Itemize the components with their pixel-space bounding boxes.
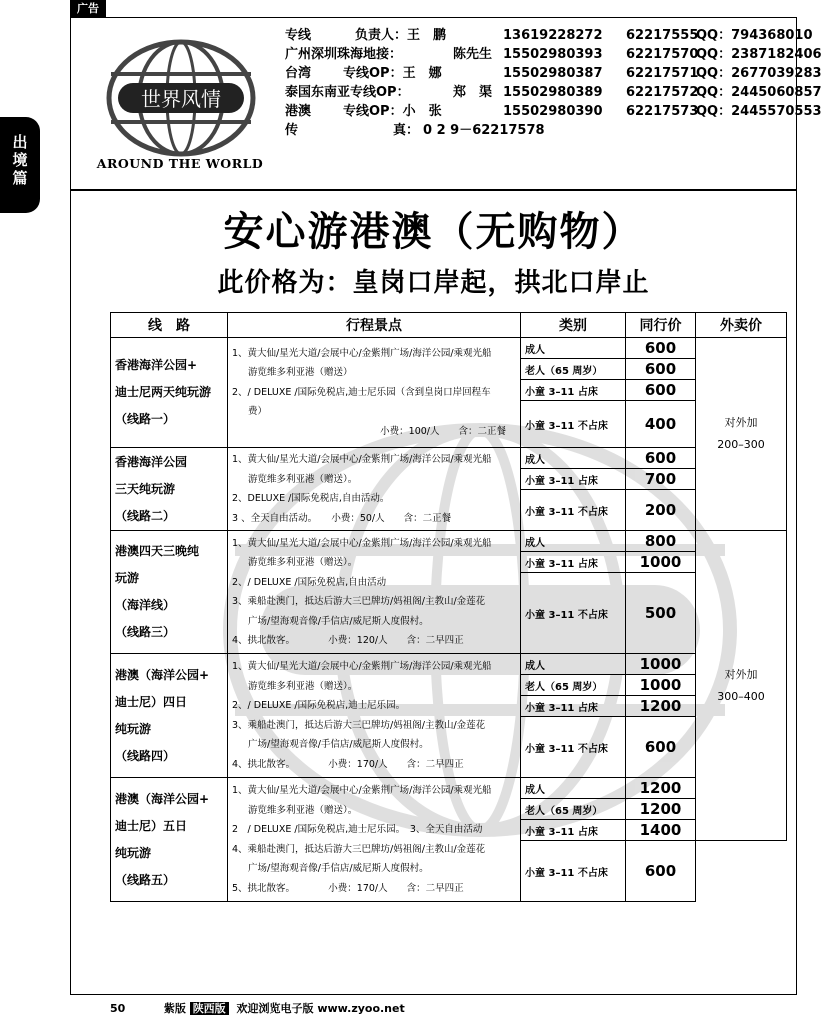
retail-price [696, 531, 787, 841]
contact-role: 郑 渠 [453, 85, 493, 100]
route-name-line: （线路四） [115, 748, 176, 763]
itinerary [228, 778, 521, 902]
logo-en-text: AROUND THE WORLD [96, 156, 264, 171]
contact-phone: 15502980393 [503, 47, 603, 62]
contact-label: 专线 [285, 28, 312, 43]
page-footer [110, 1000, 405, 1016]
route-name-line: 港澳四天三晚纯 [115, 544, 200, 558]
contact-label: 泰国东南亚专线OP： [285, 85, 410, 100]
retail-price [696, 338, 787, 531]
trade-price: 1200 [626, 778, 696, 799]
itinerary-line: 3 、全天自由活动。 小费：50/人 含：二正餐 [232, 512, 452, 524]
itinerary [228, 531, 521, 654]
contact-row [285, 45, 822, 64]
itinerary-line: 1、黄大仙/星光大道/会展中心/金紫荆广场/海洋公园/乘观光船 [232, 454, 492, 465]
col-header-itinerary: 行程景点 [228, 313, 521, 338]
section-tab-char: 境 [12, 151, 28, 169]
itinerary [228, 338, 521, 448]
contact-row [285, 26, 822, 45]
table-row [111, 654, 787, 675]
contact-label: 广州深圳珠海地接： [285, 47, 403, 62]
section-tab [0, 117, 40, 213]
edition-label: 紫版 [163, 1002, 186, 1015]
price-category: 小童 3–11 占床 [521, 469, 626, 490]
contact-phone: 15502980390 [503, 104, 603, 119]
contact-tel: 62217573 [626, 104, 699, 119]
itinerary-line: 游览维多利亚港（赠送）。 [248, 557, 358, 568]
itinerary-line: 费） [248, 406, 268, 418]
trade-price: 600 [626, 841, 696, 902]
route-name-line: 香港海洋公园+ [115, 358, 198, 372]
itinerary-line: 5、拱北散客。 小费：170/人 含：二早四正 [232, 882, 464, 894]
trade-price: 600 [626, 380, 696, 401]
route-name-line: 纯玩游 [115, 845, 152, 860]
price-category: 成人 [521, 654, 626, 675]
price-category: 小童 3–11 占床 [521, 696, 626, 717]
trade-price: 400 [626, 401, 696, 448]
price-category: 老人（65 周岁） [521, 675, 626, 696]
itinerary-line: 广场/望海观音像/手信店/威尼斯人度假村。 [248, 615, 429, 627]
route-name-line: 迪士尼两天纯玩游 [115, 385, 212, 399]
contact-fax: 0 2 9－62217578 [423, 123, 545, 138]
itinerary-line: 3、乘船赴澳门，抵达后游大三巴牌坊/妈祖阁/主教山/金莲花 [232, 719, 486, 731]
route-name-line: 玩游 [115, 571, 140, 585]
price-category: 小童 3–11 不占床 [521, 717, 626, 778]
ad-label: 广告 [70, 0, 106, 17]
trade-price: 600 [626, 359, 696, 380]
table-row [111, 531, 787, 552]
retail-price-line: 300–400 [717, 689, 765, 703]
contact-tel: 62217572 [626, 85, 699, 100]
itinerary-line: 广场/望海观音像/手信店/威尼斯人度假村。 [248, 863, 429, 874]
price-category: 小童 3–11 不占床 [521, 841, 626, 902]
contact-qq: QQ：2677039283 [696, 66, 822, 81]
route-table [110, 312, 787, 902]
trade-price: 700 [626, 469, 696, 490]
contact-label: 传 [285, 123, 299, 138]
itinerary-line: 游览维多利亚港（赠送） [248, 367, 353, 379]
page-number: 50 [110, 1002, 126, 1015]
trade-price: 1000 [626, 654, 696, 675]
section-tab-char: 出 [12, 133, 28, 151]
globe-logo [96, 38, 266, 173]
itinerary-line: 游览维多利亚港（赠送）。 [248, 473, 358, 485]
table-row [111, 448, 787, 469]
contact-role: 专线OP：小 张 [343, 104, 442, 119]
route-name-line: 三天纯玩游 [115, 481, 176, 496]
price-category: 老人（65 周岁） [521, 799, 626, 820]
route-name-line: 迪士尼）五日 [115, 818, 188, 833]
trade-price: 800 [626, 531, 696, 552]
route-name [111, 338, 228, 448]
page-title: 安心游港澳（无购物） [223, 209, 644, 255]
contact-label: 港澳 [285, 104, 312, 119]
contact-phone: 13619228272 [503, 28, 603, 43]
contact-label: 台湾 [285, 66, 312, 81]
trade-price: 600 [626, 717, 696, 778]
route-name-line: （线路二） [115, 508, 176, 523]
route-name [111, 531, 228, 654]
price-category: 成人 [521, 531, 626, 552]
contact-qq: QQ：2387182406 [696, 47, 822, 62]
price-category: 小童 3–11 不占床 [521, 573, 626, 654]
contact-qq: QQ：2445060857 [696, 85, 822, 100]
price-category: 老人（65 周岁） [521, 359, 626, 380]
price-category: 成人 [521, 338, 626, 359]
trade-price: 1000 [626, 675, 696, 696]
col-header-category: 类别 [521, 313, 626, 338]
itinerary-line: 4、拱北散客。 小费：170/人 含：二早四正 [232, 758, 464, 770]
trade-price: 500 [626, 573, 696, 654]
trade-price: 1400 [626, 820, 696, 841]
route-name-line: （线路五） [115, 872, 176, 887]
itinerary-line: 2 / DELUXE /国际免税店,迪士尼乐园。 3、全天自由活动 [232, 824, 483, 835]
region-badge: 陕西版 [190, 1002, 229, 1015]
itinerary-line: 2、/ DELUXE /国际免税店,自由活动 [232, 576, 387, 588]
contact-role: 负责人：王 鹏 [355, 28, 447, 43]
itinerary-line: 游览维多利亚港（赠送）。 [248, 804, 358, 816]
price-category: 成人 [521, 778, 626, 799]
col-header-trade-price: 同行价 [626, 313, 696, 338]
route-name-line: 纯玩游 [115, 721, 152, 736]
price-category: 小童 3–11 占床 [521, 820, 626, 841]
contact-role: 专线OP：王 娜 [343, 66, 442, 81]
itinerary-line: 游览维多利亚港（赠送）。 [248, 680, 358, 692]
price-category: 小童 3–11 占床 [521, 552, 626, 573]
contact-list [285, 26, 822, 140]
contact-tel: 62217570 [626, 47, 699, 62]
contact-row [285, 64, 822, 83]
route-name-line: 香港海洋公园 [115, 454, 188, 469]
table-row [111, 338, 787, 359]
route-name [111, 654, 228, 778]
contact-tel: 62217571 [626, 66, 699, 81]
itinerary-line: 广场/望海观音像/手信店/威尼斯人度假村。 [248, 739, 429, 750]
contact-row [285, 102, 822, 121]
route-name-line: 港澳（海洋公园+ [115, 791, 210, 806]
contact-qq: QQ：794368010 [696, 28, 813, 43]
retail-price-line: 对外加 [724, 416, 758, 429]
route-name-line: 港澳（海洋公园+ [115, 667, 210, 682]
route-name [111, 778, 228, 902]
price-category: 小童 3–11 不占床 [521, 490, 626, 531]
header-divider [71, 189, 796, 191]
contact-row [285, 121, 822, 140]
trade-price: 200 [626, 490, 696, 531]
price-category: 小童 3–11 占床 [521, 380, 626, 401]
contact-row [285, 83, 822, 102]
route-name-line: （线路一） [115, 412, 176, 426]
contact-tel: 62217555 [626, 28, 699, 43]
route-name-line: （海洋线） [115, 598, 176, 612]
itinerary-line: 1、黄大仙/星光大道/会展中心/金紫荆广场/海洋公园/乘观光船 [232, 661, 492, 672]
contact-phone: 15502980389 [503, 85, 603, 100]
contact-role: 真： [393, 123, 420, 138]
section-tab-char: 篇 [12, 169, 28, 187]
page-subtitle: 此价格为：皇岗口岸起，拱北口岸止 [217, 268, 650, 298]
itinerary-line: 3、乘船赴澳门，抵达后游大三巴牌坊/妈祖阁/主教山/金莲花 [232, 596, 486, 607]
trade-price: 1000 [626, 552, 696, 573]
price-category: 小童 3–11 不占床 [521, 401, 626, 448]
trade-price: 1200 [626, 799, 696, 820]
itinerary-line: 4、乘船赴澳门，抵达后游大三巴牌坊/妈祖阁/主教山/金莲花 [232, 843, 486, 855]
trade-price: 600 [626, 338, 696, 359]
contact-qq: QQ：2445570553 [696, 104, 822, 119]
table-header-row [111, 313, 787, 338]
logo-cn-text: 世界风情 [141, 87, 221, 111]
itinerary-line: 2、/ DELUXE /国际免税店,迪士尼乐园（含到皇岗口岸回程车 [232, 386, 491, 398]
col-header-retail-price: 外卖价 [696, 313, 787, 338]
col-header-route: 线 路 [111, 313, 228, 338]
itinerary [228, 448, 521, 531]
trade-price: 600 [626, 448, 696, 469]
retail-price-line: 200–300 [717, 438, 765, 451]
contact-phone: 15502980387 [503, 66, 603, 81]
price-category: 成人 [521, 448, 626, 469]
itinerary-line: 1、黄大仙/星光大道/会展中心/金紫荆广场/海洋公园/乘观光船 [232, 537, 492, 549]
itinerary-line: 1、黄大仙/星光大道/会展中心/金紫荆广场/海洋公园/乘观光船 [232, 785, 492, 796]
retail-price-line: 对外加 [724, 667, 758, 681]
trade-price: 1200 [626, 696, 696, 717]
itinerary-line: 2、/ DELUXE /国际免税店,迪士尼乐园。 [232, 700, 406, 711]
fee-line: 小费：100/人 含：二正餐 [380, 425, 506, 437]
contact-role: 陈先生 [453, 47, 493, 62]
route-name [111, 448, 228, 531]
table-row [111, 778, 787, 799]
itinerary-line: 1、黄大仙/星光大道/会展中心/金紫荆广场/海洋公园/乘观光船 [232, 347, 492, 359]
itinerary-line: 4、拱北散客。 小费：120/人 含：二早四正 [232, 635, 464, 646]
footer-link-text: 欢迎浏览电子版 www.zyoo.net [236, 1002, 405, 1015]
route-name-line: 迪士尼）四日 [115, 694, 188, 709]
route-name-line: （线路三） [115, 625, 176, 639]
itinerary [228, 654, 521, 778]
itinerary-line: 2、DELUXE /国际免税店,自由活动。 [232, 493, 390, 504]
